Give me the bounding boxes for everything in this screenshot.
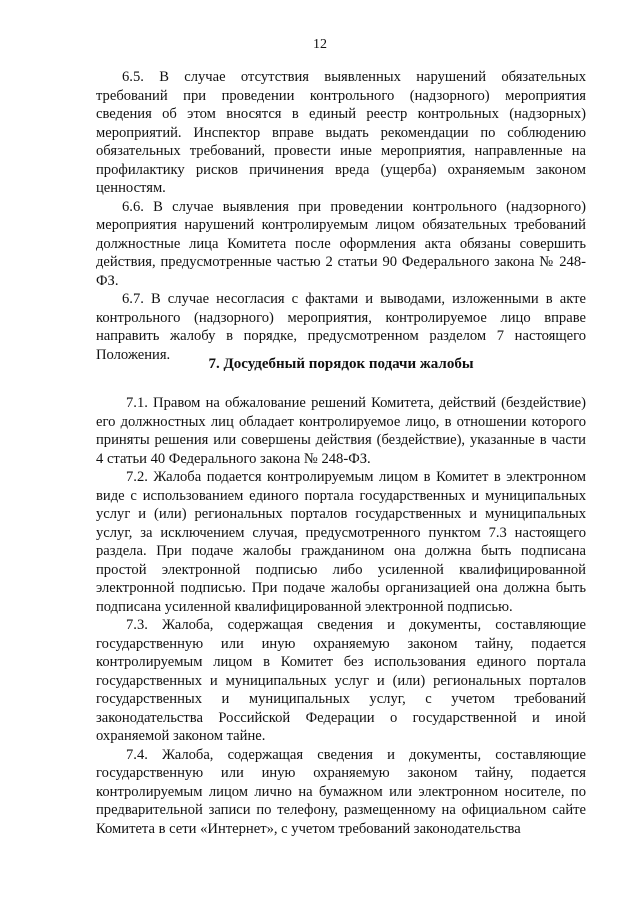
paragraph-6-6: 6.6. В случае выявления при проведении контрольного (надзорного) мероприятия нарушений контролируемым лицом обязательных требований должностные лица Комитета после оформления акта обязаны совершить действия, предусмотренные частью 2 статьи 90 Федерального закона № 248-ФЗ. — [96, 198, 586, 289]
section-6-continuation — [96, 68, 586, 364]
paragraph-7-2: 7.2. Жалоба подается контролируемым лицом в Комитет в электронном виде с использованием единого портала государственных и муниципальных услуг и (или) региональных порталов государственных и муниципальных услуг, за исключением случая, предусмотренного пунктом 7.3 настоящего раздела. При подаче жалобы гражданином она должна быть подписана простой электронной подписью либо усиленной квалифицированной электронной подписью. При подаче жалобы организацией она должна быть подписана усиленной квалифицированной электронной подписью. — [96, 469, 586, 615]
paragraph-7-4: 7.4. Жалоба, содержащая сведения и документы, составляющие государственную или иную охраняемую законом тайну, подается контролируемым лицом лично на бумажном или электронном носителе, по предварительной записи по телефону, размещенному на официальном сайте Комитета в сети «Интернет», с учетом требований законодательства — [96, 746, 586, 837]
paragraph-7-1: 7.1. Правом на обжалование решений Комитета, действий (бездействие) его должностных лиц обладает контролируемое лицо, в отношении которого приняты решения или совершены действия (бездействие), указанные в части 4 статьи 40 Федерального закона № 248-ФЗ. — [96, 395, 586, 467]
paragraph-6-5: 6.5. В случае отсутствия выявленных нарушений обязательных требований при проведении контрольного (надзорного) мероприятия сведения об этом вносятся в единый реестр контрольных (надзорных) мероприятий. Инспектор вправе выдать рекомендации по соблюдению обязательных требований, провести иные мероприятия, направленные на профилактику рисков причинения вреда (ущерба) охраняемым законом ценностям. — [96, 69, 586, 196]
section-7-heading: 7. Досудебный порядок подачи жалобы — [208, 356, 474, 372]
paragraph-6-7: 6.7. В случае несогласия с фактами и выводами, изложенными в акте контрольного (надзорного) мероприятия, контролируемое лицо вправе направить жалобу в порядке, предусмотренном разделом 7 настоящего Положения. — [96, 291, 586, 363]
section-7-body — [96, 394, 586, 838]
page-number: 12 — [313, 37, 327, 52]
paragraph-7-3: 7.3. Жалоба, содержащая сведения и документы, составляющие государственную или иную охраняемую законом тайну, подается контролируемым лицом в Комитет без использования единого портала государственных и муниципальных услуг и (или) региональных порталов государственных и муниципальных услуг, с учетом требований законодательства Российской Федерации о государственной и иной охраняемой законом тайне. — [96, 617, 586, 744]
